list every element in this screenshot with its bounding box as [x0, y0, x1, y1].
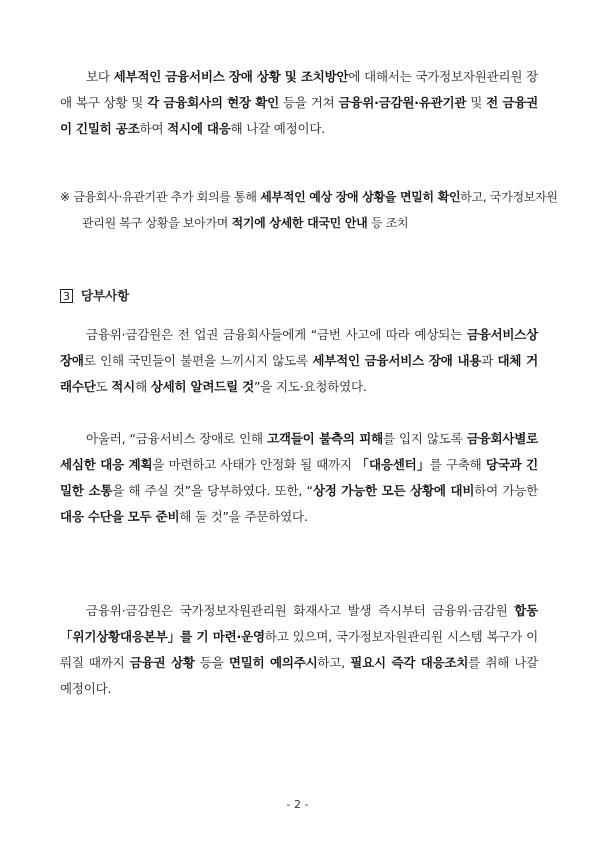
emphasized-text: 당국과 긴밀한 소통 — [60, 457, 538, 498]
emphasized-text: 적시 — [111, 379, 136, 394]
body-text: 등을 — [194, 655, 229, 670]
paragraph-request-to-companies — [60, 322, 538, 400]
body-text: 보다 — [86, 69, 114, 84]
emphasized-text: 합동 「위기상황대응본부」를 기 마련·운영 — [60, 603, 538, 644]
emphasized-text: 세부적인 금융서비스 장애 내용 — [312, 353, 482, 368]
emphasized-text: 금융서비스상 장애 — [60, 327, 538, 368]
emphasized-text: 상세히 알려드릴 것 — [150, 379, 255, 394]
body-text: 하여 — [139, 121, 168, 136]
paragraph-detailed-measures — [60, 64, 538, 142]
body-text: 로 인해 국민들이 불편을 느끼시지 않도록 — [83, 353, 313, 368]
emphasized-text: 적시에 대응 — [167, 121, 231, 136]
paragraph-additional-request — [60, 426, 538, 530]
body-text: 하고 있으며, 국가정보자원관리원 시스템 복구가 이뤄질 때까지 — [60, 629, 538, 670]
body-text: 해 — [135, 379, 151, 394]
section-number-box: 3 — [60, 289, 73, 303]
emphasized-text: 세부적인 금융서비스 장애 상황 및 조치방안 — [113, 69, 349, 84]
body-text: 를 취해 나갈 예정이다. — [60, 655, 539, 696]
body-text: 하고, — [317, 655, 351, 670]
body-text: 에 대해서는 국가정보자원관리원 장애 복구 상황 및 — [60, 69, 539, 110]
body-text: 도 — [95, 379, 112, 394]
body-text: 아울러, “금융서비스 장애로 인해 — [86, 431, 268, 446]
note-additional-meeting — [60, 184, 560, 236]
emphasized-text: 대체 거래수단 — [60, 353, 538, 394]
emphasized-text: 각 금융회사의 현장 확인 — [147, 95, 279, 110]
body-text: 금융회사·유관기관 추가 회의를 통해 — [69, 190, 261, 204]
emphasized-text: 고객들이 불측의 피해 — [267, 431, 383, 446]
body-text: 금융위·금감원은 국가정보자원관리원 화재사고 발생 즉시부터 금융위·금감원 — [86, 603, 515, 618]
emphasized-text: 금융회사별로 세심한 대응 계획 — [60, 431, 538, 472]
section-title: 당부사항 — [81, 288, 130, 303]
body-text: 해 둘 것”을 주문하였다. — [179, 509, 308, 524]
body-text: 를 구축해 — [429, 457, 486, 472]
emphasized-text: 세부적인 예상 장애 상황을 면밀히 확인 — [260, 190, 461, 204]
note-text — [70, 190, 558, 230]
body-text: 금융위·금감원은 전 업권 금융회사들에게 “금번 사고에 따라 예상되는 — [86, 327, 467, 342]
emphasized-text: 적기에 상세한 대국민 안내 — [231, 216, 368, 230]
section-heading — [60, 284, 129, 308]
emphasized-text: 필요시 즉각 대응조치 — [350, 655, 469, 670]
emphasized-text: 「대응센터」 — [356, 457, 430, 472]
body-text: ”을 지도·요청하였다. — [254, 379, 367, 394]
body-text: 및 — [466, 95, 487, 110]
paragraph-response-headquarters — [60, 598, 538, 702]
emphasized-text: 대응 수단을 모두 준비 — [60, 509, 180, 524]
note-mark: ※ — [60, 190, 70, 204]
body-text: 을 마련하고 사태가 안정화 될 때까지 — [152, 457, 357, 472]
body-text: 해 나갈 예정이다. — [230, 121, 326, 136]
body-text: 과 — [481, 353, 498, 368]
body-text: 을 해 주실 것”을 당부하였다. 또한, “ — [112, 483, 313, 498]
emphasized-text: 금융권 상황 — [129, 655, 195, 670]
body-text: 하고, 국가정보자원관리원 복구 상황을 보아가며 — [82, 190, 558, 230]
emphasized-text: 금융위·금감원·유관기관 — [338, 95, 467, 110]
emphasized-text: 상정 가능한 모든 상황에 대비 — [312, 483, 475, 498]
emphasized-text: 전 금융권이 긴밀히 공조 — [60, 95, 538, 136]
body-text: 를 입지 않도록 — [383, 431, 467, 446]
body-text: 등을 거쳐 — [279, 95, 339, 110]
emphasized-text: 면밀히 예의주시 — [228, 655, 318, 670]
body-text: 하여 가능한 — [474, 483, 538, 498]
body-text: 등 조치 — [367, 216, 409, 230]
page-number: - 2 - — [286, 798, 309, 811]
